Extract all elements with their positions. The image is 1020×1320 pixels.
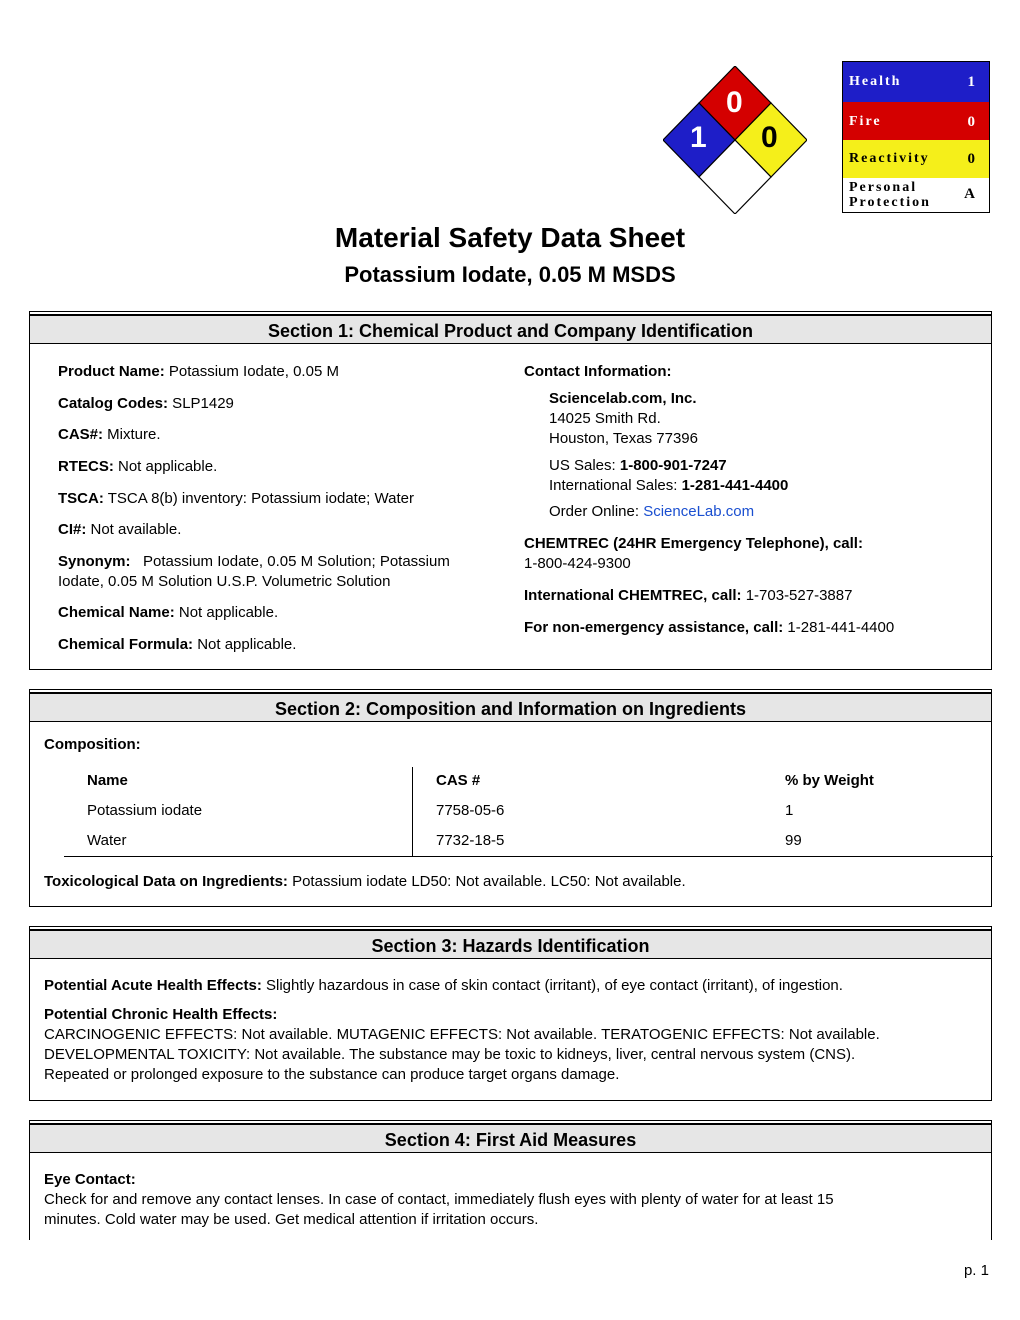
chemical-name [58, 603, 278, 623]
eye-contact-label: Eye Contact: [44, 1171, 136, 1188]
intl-chemtrec-label: International CHEMTREC, call: [524, 587, 742, 604]
chronic-health-effects-line1: CARCINOGENIC EFFECTS: Not available. MUTAGENIC EFFECTS: Not available. TERATOGENIC EFFECTS: Not available. [44, 1026, 880, 1043]
nfpa-health-value: 1 [690, 121, 707, 154]
synonym-label: Synonym: [58, 553, 131, 570]
section-2-title: Section 2: Composition and Information on Ingredients [30, 692, 991, 722]
hmis-fire-value: 0 [967, 114, 975, 130]
section-1 [29, 311, 992, 670]
catalog-codes [58, 394, 234, 414]
nfpa-reactivity-value: 0 [761, 121, 778, 154]
toxicological-data [44, 872, 686, 892]
hmis-protection-row [843, 178, 989, 212]
rtecs-label: RTECS: [58, 458, 114, 475]
eye-contact-line1: Check for and remove any contact lenses. In case of contact, immediately flush eyes with plenty of water for at least 15 [44, 1191, 834, 1208]
order-online [549, 502, 754, 522]
section-3-title: Section 3: Hazards Identification [30, 929, 991, 959]
chronic-health-effects-line3: Repeated or prolonged exposure to the substance can produce target organs damage. [44, 1066, 620, 1083]
section-4 [29, 1120, 992, 1240]
table-cell-cas: 7732-18-5 [436, 832, 505, 849]
company-name: Sciencelab.com, Inc. [549, 390, 697, 407]
composition-header-weight: % by Weight [785, 772, 874, 789]
composition-divider [412, 767, 413, 857]
chemical-name-label: Chemical Name: [58, 604, 175, 621]
ci-number [58, 520, 181, 540]
intl-sales-phone: 1-281-441-4400 [681, 477, 789, 494]
hmis-protection-label-line2: Protection [849, 195, 931, 210]
synonym [58, 552, 450, 572]
hmis-protection-label-line1: Personal [849, 180, 918, 195]
section-3 [29, 926, 992, 1101]
tsca-label: TSCA: [58, 490, 104, 507]
section-4-title: Section 4: First Aid Measures [30, 1123, 991, 1153]
acute-health-effects-value: Slightly hazardous in case of skin contact (irritant), of eye contact (irritant), of ingestion. [261, 977, 843, 994]
hmis-fire-row [843, 102, 989, 141]
rtecs [58, 457, 217, 477]
toxicological-data-label: Toxicological Data on Ingredients: [44, 873, 288, 890]
tsca [58, 489, 414, 509]
chemical-formula-label: Chemical Formula: [58, 636, 194, 653]
us-sales [549, 456, 727, 476]
us-sales-phone: 1-800-901-7247 [619, 457, 727, 474]
chemtrec-label: CHEMTREC (24HR Emergency Telephone), call: [524, 535, 863, 552]
hmis-fire-label: Fire [849, 114, 882, 129]
chronic-health-effects-line2: DEVELOPMENTAL TOXICITY: Not available. The substance may be toxic to kidneys, liver, central nervous system (CNS). [44, 1046, 856, 1063]
hmis-health-label: Health [849, 74, 902, 89]
table-cell-name: Water [87, 832, 127, 849]
table-cell-cas: 7758-05-6 [436, 802, 505, 819]
nfpa-diamond [663, 66, 807, 214]
non-emergency-label: For non-emergency assistance, call: [524, 619, 784, 636]
tsca-value: TSCA 8(b) inventory: Potassium iodate; Water [103, 490, 414, 507]
cas-number [58, 425, 161, 445]
section-2 [29, 689, 992, 907]
order-online-label: Order Online: [549, 503, 644, 520]
order-online-link[interactable]: ScienceLab.com [643, 503, 755, 520]
chemical-formula [58, 635, 296, 655]
acute-health-effects-label: Potential Acute Health Effects: [44, 977, 262, 994]
company-address-1: 14025 Smith Rd. [549, 410, 661, 427]
catalog-codes-value: SLP1429 [168, 395, 234, 412]
chemtrec-phone: 1-800-424-9300 [524, 555, 631, 572]
hmis-label [842, 61, 990, 213]
acute-health-effects [44, 976, 843, 996]
intl-chemtrec-phone: 1-703-527-3887 [741, 587, 853, 604]
non-emergency-phone: 1-281-441-4400 [783, 619, 895, 636]
composition-header-name: Name [87, 772, 128, 789]
hmis-reactivity-value: 0 [967, 151, 975, 167]
product-name-value: Potassium Iodate, 0.05 M [164, 363, 339, 380]
product-name [58, 362, 339, 382]
hmis-reactivity-row [843, 140, 989, 179]
intl-chemtrec [524, 586, 852, 606]
ci-value: Not available. [86, 521, 182, 538]
page-title: Material Safety Data Sheet [334, 222, 686, 253]
section-1-title: Section 1: Chemical Product and Company Identification [30, 314, 991, 344]
hmis-health-row [843, 62, 989, 103]
hmis-protection-value: A [964, 186, 975, 202]
composition-header-cas: CAS # [436, 772, 481, 789]
intl-sales [549, 476, 788, 496]
table-cell-weight: 99 [785, 832, 802, 849]
table-cell-name: Potassium iodate [87, 802, 203, 819]
page-subtitle: Potassium Iodate, 0.05 M MSDS [344, 262, 676, 287]
composition-bottom-rule [64, 856, 993, 857]
nfpa-fire-value: 0 [726, 86, 743, 119]
chemical-formula-value: Not applicable. [193, 636, 297, 653]
non-emergency [524, 618, 894, 638]
composition-label: Composition: [44, 736, 141, 753]
chemical-name-value: Not applicable. [174, 604, 279, 621]
product-name-label: Product Name: [58, 363, 165, 380]
hmis-reactivity-label: Reactivity [849, 151, 930, 166]
rtecs-value: Not applicable. [113, 458, 218, 475]
page-number: p. 1 [963, 1262, 989, 1279]
contact-info-label: Contact Information: [524, 363, 672, 380]
hmis-protection-label [849, 180, 931, 210]
chronic-health-effects-label: Potential Chronic Health Effects: [44, 1006, 278, 1023]
intl-sales-label: International Sales: [549, 477, 682, 494]
eye-contact-line2: minutes. Cold water may be used. Get medical attention if irritation occurs. [44, 1211, 539, 1228]
synonym-value-line1: Potassium Iodate, 0.05 M Solution; Potassium [130, 553, 450, 570]
cas-label: CAS#: [58, 426, 104, 443]
cas-value: Mixture. [103, 426, 161, 443]
us-sales-label: US Sales: [549, 457, 620, 474]
ci-label: CI#: [58, 521, 87, 538]
table-cell-weight: 1 [785, 802, 794, 819]
toxicological-data-value: Potassium iodate LD50: Not available. LC50: Not available. [287, 873, 686, 890]
synonym-line2: Iodate, 0.05 M Solution U.S.P. Volumetric Solution [58, 573, 391, 590]
hmis-health-value: 1 [967, 74, 975, 90]
company-address-2: Houston, Texas 77396 [549, 430, 698, 447]
catalog-codes-label: Catalog Codes: [58, 395, 169, 412]
